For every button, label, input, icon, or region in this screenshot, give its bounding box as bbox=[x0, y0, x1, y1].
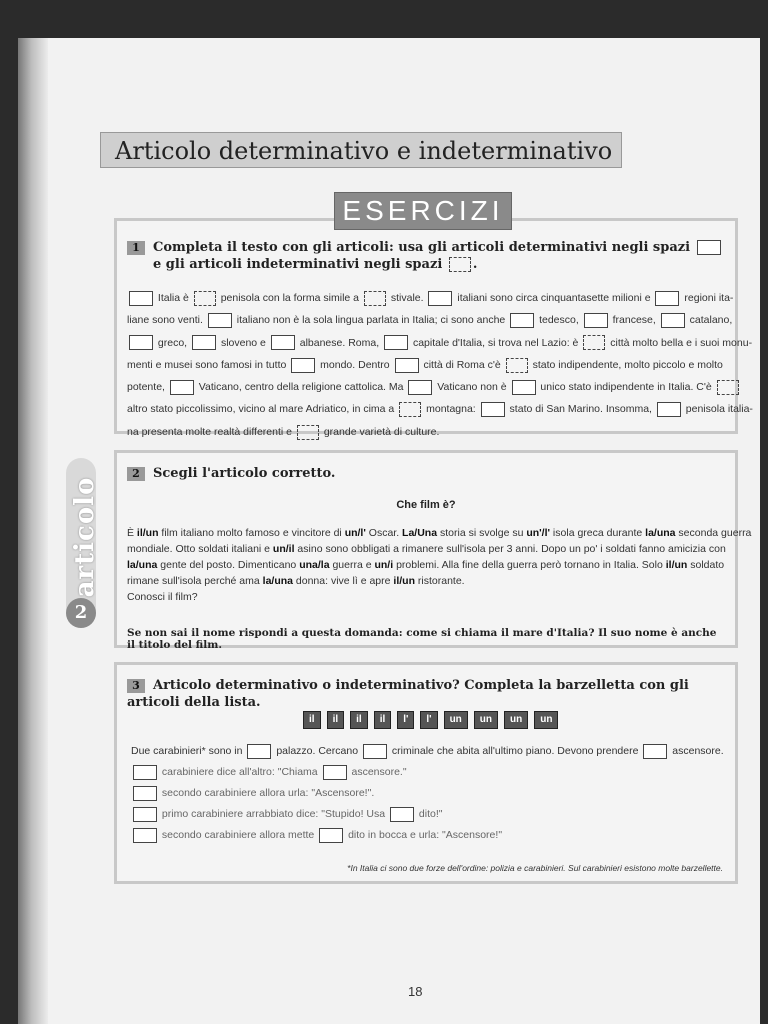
text-line bbox=[131, 825, 727, 846]
text-line bbox=[127, 541, 727, 557]
text-segment: na presenta molte realtà differenti e bbox=[127, 425, 295, 438]
definite-article-blank[interactable] bbox=[655, 291, 679, 306]
indefinite-article-blank[interactable] bbox=[399, 402, 421, 417]
text-segment: Oscar. bbox=[365, 527, 403, 539]
definite-article-blank[interactable] bbox=[192, 335, 216, 350]
text-line bbox=[127, 309, 733, 331]
text-line bbox=[127, 398, 753, 420]
page-number: 18 bbox=[408, 984, 423, 999]
text-segment: città molto bella e i suoi monu- bbox=[607, 336, 753, 349]
article-chip: un bbox=[534, 711, 558, 729]
exercise-3-box bbox=[114, 662, 738, 884]
text-segment: isola greca durante bbox=[550, 527, 646, 539]
text-segment: italiano non è la sola lingua parlata in Italia; ci sono anche bbox=[233, 314, 509, 327]
text-line bbox=[131, 741, 727, 762]
text-line bbox=[127, 589, 727, 605]
solid-box-legend bbox=[697, 240, 721, 255]
text-segment: criminale che abita all'ultimo piano. Devono prendere bbox=[388, 745, 642, 757]
definite-article-blank[interactable] bbox=[291, 358, 315, 373]
article-word-list bbox=[303, 709, 564, 725]
text-segment: film italiano molto famoso e vincitore di bbox=[158, 527, 345, 539]
article-chip: un bbox=[474, 711, 498, 729]
definite-article-blank[interactable] bbox=[384, 335, 408, 350]
article-chip: il bbox=[327, 711, 345, 729]
definite-article-blank[interactable] bbox=[584, 313, 608, 328]
article-chip: il bbox=[303, 711, 321, 729]
definite-article-blank[interactable] bbox=[512, 380, 536, 395]
text-segment: liane sono venti. bbox=[127, 314, 206, 327]
text-segment: penisola con la forma simile a bbox=[217, 292, 362, 304]
text-segment: donna: vive lì e apre bbox=[293, 575, 394, 587]
text-segment: seconda guerra bbox=[675, 527, 752, 539]
text-segment: menti e musei sono famosi in tutto bbox=[127, 358, 290, 371]
definite-article-blank[interactable] bbox=[408, 380, 432, 395]
text-line bbox=[131, 804, 727, 825]
article-choice[interactable]: un/i bbox=[374, 559, 394, 571]
text-segment: sloveno e bbox=[218, 336, 269, 349]
definite-article-blank[interactable] bbox=[510, 313, 534, 328]
text-segment: rimane sull'isola perché ama bbox=[127, 575, 263, 587]
definite-article-blank[interactable] bbox=[129, 291, 153, 306]
text-line bbox=[127, 287, 734, 309]
indefinite-article-blank[interactable] bbox=[297, 425, 319, 440]
text-segment: italiani sono circa cinquantasette milioni e bbox=[454, 292, 654, 304]
text-segment: catalano, bbox=[686, 314, 733, 327]
article-choice[interactable]: un/l' bbox=[344, 527, 366, 539]
text-segment: greco, bbox=[155, 336, 191, 349]
article-chip: il bbox=[350, 711, 368, 729]
text-segment: gente del posto. Dimenticano bbox=[157, 559, 300, 571]
exercises-banner: ESERCIZI bbox=[334, 192, 512, 230]
definite-article-blank[interactable] bbox=[363, 744, 387, 759]
dashed-box-legend bbox=[449, 257, 471, 272]
text-segment: città di Roma c'è bbox=[420, 358, 504, 371]
exercise-1-instruction: 1 Completa il testo con gli articoli: usa gli articoli determinativi negli spazi e gli articoli indeterminativi negli spazi . bbox=[127, 239, 723, 273]
chapter-tab bbox=[58, 458, 104, 628]
exercise-2-number: 2 bbox=[127, 467, 145, 481]
exercise-2-box bbox=[114, 450, 752, 651]
text-segment: primo carabiniere arrabbiato dice: "Stupido! Usa bbox=[159, 808, 389, 820]
text-line bbox=[127, 573, 727, 589]
text-line bbox=[127, 376, 727, 398]
definite-article-blank[interactable] bbox=[170, 380, 194, 395]
text-line bbox=[127, 354, 727, 376]
definite-article-blank[interactable] bbox=[390, 807, 414, 822]
article-choice[interactable]: il/un bbox=[136, 527, 159, 539]
exercise-2-story-title: Che film è? bbox=[396, 499, 456, 511]
indefinite-article-blank[interactable] bbox=[717, 380, 739, 395]
text-segment: soldato bbox=[687, 559, 725, 571]
text-line bbox=[127, 525, 752, 541]
definite-article-blank[interactable] bbox=[319, 828, 343, 843]
text-segment: guerra e bbox=[329, 559, 375, 571]
footnote: *In Italia ci sono due forze dell'ordine: polizia e carabinieri. Sul carabinieri esistono molte barzellette. bbox=[347, 863, 723, 873]
text-segment: stato indipendente, molto piccolo e molto bbox=[529, 358, 723, 371]
article-choice[interactable]: un'/l' bbox=[526, 527, 551, 539]
page-title: Articolo determinativo e indeterminativo bbox=[100, 132, 622, 168]
definite-article-blank[interactable] bbox=[323, 765, 347, 780]
text-segment: montagna: bbox=[423, 403, 479, 416]
text-segment: È bbox=[127, 527, 137, 539]
article-chip: l' bbox=[397, 711, 414, 729]
indefinite-article-blank[interactable] bbox=[583, 335, 605, 350]
text-line bbox=[131, 762, 727, 783]
exercise-2-question: Se non sai il nome rispondi a questa domanda: come si chiama il mare d'Italia? Il suo nome è anche il titolo del film. bbox=[127, 627, 717, 651]
text-segment: palazzo. Cercano bbox=[273, 745, 361, 757]
text-segment: Vaticano non è bbox=[434, 381, 510, 394]
article-choice[interactable]: la/una bbox=[262, 575, 293, 587]
text-segment: regioni ita- bbox=[681, 292, 734, 304]
page-binding-shadow bbox=[18, 38, 48, 1024]
definite-article-blank[interactable] bbox=[133, 765, 157, 780]
chapter-number: 2 bbox=[66, 598, 96, 628]
article-choice[interactable]: il/un bbox=[665, 559, 688, 571]
text-segment: altro stato piccolissimo, vicino al mare Adriatico, in cima a bbox=[127, 403, 398, 416]
definite-article-blank[interactable] bbox=[133, 786, 157, 801]
definite-article-blank[interactable] bbox=[657, 402, 681, 417]
exercise-1-box bbox=[114, 218, 753, 438]
text-segment: ascensore." bbox=[348, 766, 407, 778]
definite-article-blank[interactable] bbox=[481, 402, 505, 417]
chapter-label: articolo bbox=[70, 476, 100, 598]
definite-article-blank[interactable] bbox=[428, 291, 452, 306]
article-choice[interactable]: una/la bbox=[299, 559, 330, 571]
text-segment: secondo carabiniere allora urla: "Ascensore!". bbox=[159, 787, 375, 799]
text-segment: stato di San Marino. Insomma, bbox=[506, 403, 655, 416]
exercise-1-text bbox=[127, 287, 753, 443]
text-segment: ascensore. bbox=[669, 745, 724, 757]
text-line bbox=[127, 421, 727, 443]
definite-article-blank[interactable] bbox=[133, 828, 157, 843]
text-segment: dito!" bbox=[416, 808, 443, 820]
exercise-2-instruction: 2 Scegli l'articolo corretto. bbox=[127, 465, 335, 482]
text-segment: storia si svolge su bbox=[437, 527, 527, 539]
text-segment: secondo carabiniere allora mette bbox=[159, 829, 318, 841]
exercise-3-number: 3 bbox=[127, 679, 145, 693]
text-segment: grande varietà di culture. bbox=[320, 425, 440, 438]
text-segment: Vaticano, centro della religione cattolica. Ma bbox=[195, 381, 407, 394]
text-line bbox=[127, 557, 727, 573]
definite-article-blank[interactable] bbox=[661, 313, 685, 328]
text-segment: potente, bbox=[127, 381, 168, 394]
definite-article-blank[interactable] bbox=[643, 744, 667, 759]
text-segment: Italia è bbox=[155, 292, 192, 304]
definite-article-blank[interactable] bbox=[247, 744, 271, 759]
definite-article-blank[interactable] bbox=[208, 313, 232, 328]
text-segment: albanese. Roma, bbox=[296, 336, 383, 349]
text-segment: carabiniere dice all'altro: "Chiama bbox=[159, 766, 321, 778]
text-segment: tedesco, bbox=[536, 314, 582, 327]
text-segment: penisola italia- bbox=[682, 403, 753, 416]
exercise-3-instruction: 3 Articolo determinativo o indeterminativo? Completa la barzelletta con gli articoli della lista. bbox=[127, 678, 689, 710]
article-choice[interactable]: la/una bbox=[127, 559, 158, 571]
article-chip: l' bbox=[420, 711, 437, 729]
definite-article-blank[interactable] bbox=[395, 358, 419, 373]
text-segment: asino sono obbligati a rimanere sull'isola per 3 anni. Dopo un po' i soldati fanno amicizia con bbox=[294, 543, 726, 555]
exercise-2-story-text bbox=[127, 525, 752, 605]
exercise-1-number: 1 bbox=[127, 241, 145, 255]
indefinite-article-blank[interactable] bbox=[506, 358, 528, 373]
text-segment: stivale. bbox=[387, 292, 427, 304]
indefinite-article-blank[interactable] bbox=[194, 291, 216, 306]
text-segment: mondiale. Otto soldati italiani e bbox=[127, 543, 273, 555]
text-segment: capitale d'Italia, si trova nel Lazio: è bbox=[410, 336, 582, 349]
text-line bbox=[131, 783, 727, 804]
text-segment: Due carabinieri* sono in bbox=[131, 745, 246, 757]
text-segment: mondo. Dentro bbox=[317, 358, 393, 371]
text-line bbox=[127, 332, 753, 354]
definite-article-blank[interactable] bbox=[271, 335, 295, 350]
text-segment: problemi. Alla fine della guerra però tornano in Italia. Solo bbox=[393, 559, 666, 571]
text-segment: Conosci il film? bbox=[127, 591, 198, 603]
text-segment: unico stato indipendente in Italia. C'è bbox=[537, 381, 715, 394]
definite-article-blank[interactable] bbox=[129, 335, 153, 350]
text-segment: dito in bocca e urla: "Ascensore!" bbox=[345, 829, 503, 841]
article-choice[interactable]: il/un bbox=[393, 575, 415, 587]
text-segment: ristorante. bbox=[415, 575, 465, 587]
article-choice[interactable]: la/una bbox=[645, 527, 676, 539]
article-chip: il bbox=[374, 711, 392, 729]
indefinite-article-blank[interactable] bbox=[364, 291, 386, 306]
text-segment: francese, bbox=[609, 314, 659, 327]
article-chip: un bbox=[444, 711, 468, 729]
exercise-3-joke-text bbox=[131, 741, 727, 846]
article-choice[interactable]: La/Una bbox=[402, 527, 438, 539]
article-chip: un bbox=[504, 711, 528, 729]
definite-article-blank[interactable] bbox=[133, 807, 157, 822]
article-choice[interactable]: un/il bbox=[272, 543, 295, 555]
